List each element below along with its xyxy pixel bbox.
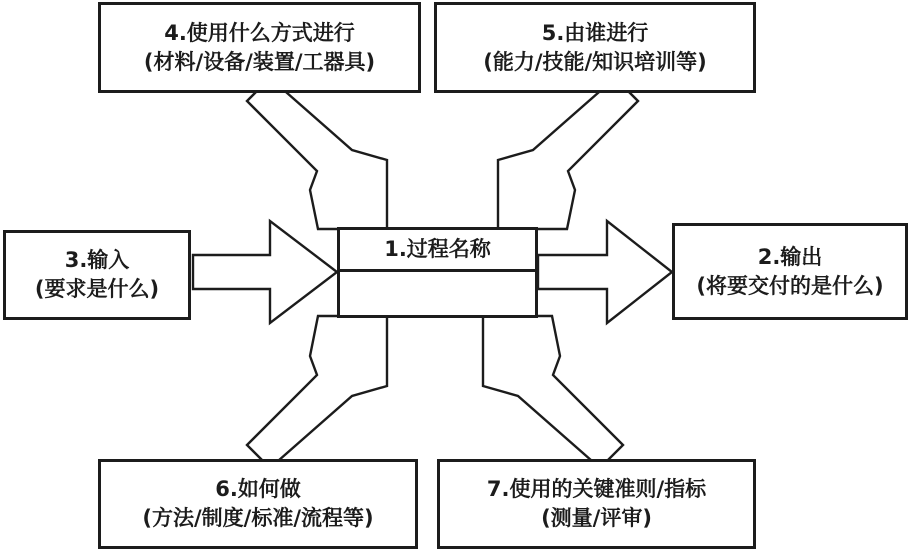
arrow-process-to-output — [538, 221, 672, 323]
box-output — [672, 223, 908, 320]
box-method-title: 4.使用什么方式进行 — [164, 20, 355, 45]
process-name-cell — [340, 230, 535, 272]
box-output-title: 2.输出 — [757, 244, 823, 269]
box-how-title: 6.如何做 — [215, 477, 301, 501]
box-input-subtitle: (要求是什么) — [34, 277, 160, 301]
box-method — [98, 2, 421, 93]
box-who — [434, 2, 756, 93]
arrow-how-to-process — [247, 316, 387, 468]
arrow-who-to-process — [498, 78, 638, 229]
process-empty-cell — [340, 272, 535, 315]
box-who-title: 5.由谁进行 — [541, 20, 649, 45]
box-how — [98, 459, 418, 549]
box-criteria-subtitle: (测量/评审) — [541, 506, 652, 530]
box-how-subtitle: (方法/制度/标准/流程等) — [142, 506, 374, 530]
arrow-input-to-process — [193, 221, 337, 323]
box-criteria-title: 7.使用的关键准则/指标 — [486, 477, 707, 501]
box-method-subtitle: (材料/设备/装置/工器具) — [143, 49, 376, 74]
arrow-criteria-to-process — [483, 316, 623, 468]
box-input-title: 3.输入 — [64, 248, 130, 272]
box-output-subtitle: (将要交付的是什么) — [696, 273, 884, 298]
box-criteria — [437, 459, 756, 549]
process-name-label: 1.过程名称 — [384, 237, 491, 261]
box-process — [337, 227, 538, 318]
box-input — [3, 230, 191, 320]
box-who-subtitle: (能力/技能/知识培训等) — [483, 49, 707, 74]
arrow-method-to-process — [247, 78, 387, 229]
